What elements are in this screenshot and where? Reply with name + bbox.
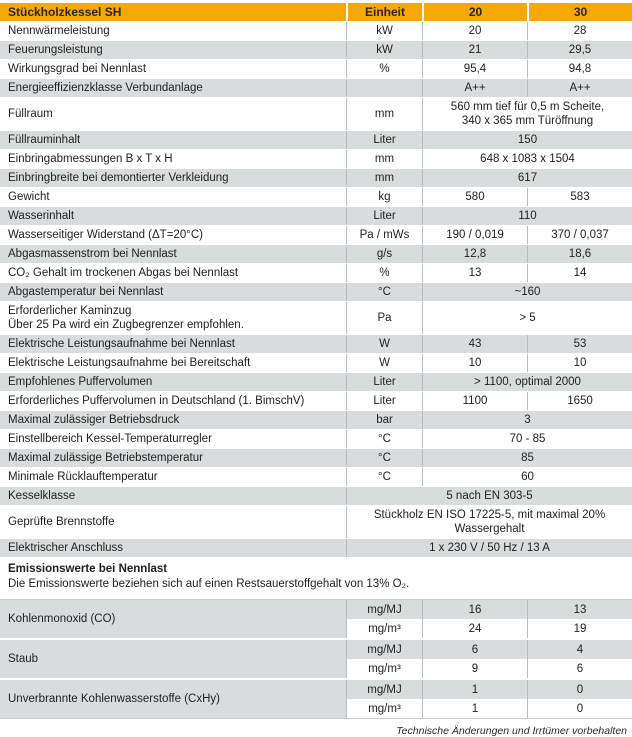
- table-row: [0, 448, 632, 467]
- table-row: [0, 486, 632, 505]
- row-unit: %: [346, 60, 422, 78]
- row-value-span: > 5: [422, 302, 632, 334]
- row-label: Erforderliches Puffervolumen in Deutschland (1. BimschV): [8, 395, 305, 407]
- table-row: [0, 467, 632, 486]
- table-row: [0, 282, 632, 301]
- emission-value-30: 6: [527, 659, 632, 678]
- row-label: Nennwärmeleistung: [8, 25, 110, 37]
- header-unit: Einheit: [346, 3, 422, 21]
- emissions-section-subtitle: Die Emissionswerte beziehen sich auf einen Restsauerstoffgehalt von 13% O₂.: [8, 578, 410, 590]
- row-value-20: 20: [422, 22, 527, 40]
- disclaimer-note: Technische Änderungen und Irrtümer vorbehalten: [396, 725, 627, 737]
- row-value-span: 648 x 1083 x 1504: [422, 150, 632, 168]
- row-label: Gewicht: [8, 191, 50, 203]
- emission-group: [0, 638, 632, 678]
- row-label: Wasserseitiger Widerstand (ΔT=20°C): [8, 229, 203, 241]
- table-row: [0, 505, 632, 538]
- row-label: Geprüfte Brennstoffe: [8, 516, 115, 528]
- row-unit: g/s: [346, 245, 422, 263]
- table-row: [0, 301, 632, 334]
- row-label: Minimale Rücklauftemperatur: [8, 471, 158, 483]
- row-value-20: 95,4: [422, 60, 527, 78]
- row-unit: Liter: [346, 131, 422, 149]
- row-label: Einbringbreite bei demontierter Verkleidung: [8, 172, 229, 184]
- row-value-30: 370 / 0,037: [527, 226, 632, 244]
- row-label: [0, 302, 346, 334]
- emission-value-30: 0: [527, 699, 632, 718]
- emission-group-label: Kohlenmonoxid (CO): [0, 600, 346, 638]
- emission-value-30: 19: [527, 619, 632, 638]
- emission-value-20: 24: [422, 619, 527, 638]
- row-value-30: 18,6: [527, 245, 632, 263]
- row-value-20: 21: [422, 41, 527, 59]
- spec-table: [0, 2, 632, 557]
- row-value-20: 10: [422, 354, 527, 372]
- emission-value-20: 1: [422, 680, 527, 699]
- row-value-30: 14: [527, 264, 632, 282]
- table-row: [0, 244, 632, 263]
- row-unit: %: [346, 264, 422, 282]
- table-row: [0, 168, 632, 187]
- row-value-span: 70 - 85: [422, 430, 632, 448]
- table-row: [0, 130, 632, 149]
- table-row: [0, 429, 632, 448]
- row-value-span: 85: [422, 449, 632, 467]
- table-row: [0, 21, 632, 40]
- emission-unit: mg/MJ: [346, 600, 422, 619]
- row-unit: Liter: [346, 392, 422, 410]
- row-unit: kg: [346, 188, 422, 206]
- emission-unit: mg/m³: [346, 659, 422, 678]
- table-row: [0, 353, 632, 372]
- row-unit: W: [346, 335, 422, 353]
- emission-group: [0, 678, 632, 718]
- header-col-20: 20: [422, 3, 527, 21]
- row-value-span: 617: [422, 169, 632, 187]
- row-unit: kW: [346, 41, 422, 59]
- row-label: Maximal zulässiger Betriebsdruck: [8, 414, 180, 426]
- row-label: Energieeffizienzklasse Verbundanlage: [8, 82, 203, 94]
- row-value-span: 110: [422, 207, 632, 225]
- row-value-30: 53: [527, 335, 632, 353]
- row-value-30: 29,5: [527, 41, 632, 59]
- emission-value-20: 6: [422, 640, 527, 659]
- table-row: [0, 391, 632, 410]
- table-row: [0, 334, 632, 353]
- table-row: [0, 206, 632, 225]
- row-label: Elektrische Leistungsaufnahme bei Nennlast: [8, 338, 235, 350]
- emissions-section-header: [0, 557, 632, 599]
- row-unit: °C: [346, 468, 422, 486]
- row-label: Wasserinhalt: [8, 210, 75, 222]
- row-value-30: 28: [527, 22, 632, 40]
- row-value-20: 580: [422, 188, 527, 206]
- row-value-30: A++: [527, 79, 632, 97]
- row-unit: °C: [346, 430, 422, 448]
- row-value-span: > 1100, optimal 2000: [422, 373, 632, 391]
- emission-value-30: 4: [527, 640, 632, 659]
- row-label: Abgastemperatur bei Nennlast: [8, 286, 164, 298]
- row-label-line1: Erforderlicher Kaminzug: [8, 305, 132, 317]
- row-value-30: 94,8: [527, 60, 632, 78]
- emission-value-20: 9: [422, 659, 527, 678]
- row-label: CO₂ Gehalt im trockenen Abgas bei Nennlast: [8, 267, 239, 279]
- row-unit: mm: [346, 169, 422, 187]
- row-unit: kW: [346, 22, 422, 40]
- row-label: Füllrauminhalt: [8, 134, 81, 146]
- row-value-line2: 340 x 365 mm Türöffnung: [461, 115, 594, 127]
- row-label: Elektrischer Anschluss: [8, 542, 124, 554]
- row-value-span: [422, 98, 632, 130]
- row-value-30: 583: [527, 188, 632, 206]
- row-value-fullspan: 1 x 230 V / 50 Hz / 13 A: [346, 539, 632, 557]
- row-unit: mm: [346, 98, 422, 130]
- row-value-line1: 560 mm tief für 0,5 m Scheite,: [450, 101, 605, 113]
- row-label: Elektrische Leistungsaufnahme bei Bereitschaft: [8, 357, 251, 369]
- row-label: Kesselklasse: [8, 490, 76, 502]
- emission-unit: mg/m³: [346, 619, 422, 638]
- table-row: [0, 263, 632, 282]
- table-header-row: [0, 2, 632, 21]
- row-value-20: 1100: [422, 392, 527, 410]
- emission-unit: mg/MJ: [346, 680, 422, 699]
- row-unit: [346, 79, 422, 97]
- row-value-20: 13: [422, 264, 527, 282]
- emission-value-20: 1: [422, 699, 527, 718]
- table-row: [0, 372, 632, 391]
- row-value-span: ~160: [422, 283, 632, 301]
- row-label: Empfohlenes Puffervolumen: [8, 376, 153, 388]
- row-value-20: A++: [422, 79, 527, 97]
- row-label: Maximal zulässige Betriebstemperatur: [8, 452, 203, 464]
- emission-group: [0, 600, 632, 638]
- emission-value-20: 16: [422, 600, 527, 619]
- table-row: [0, 59, 632, 78]
- table-row: [0, 149, 632, 168]
- row-value-fullspan: [346, 506, 632, 538]
- table-row: [0, 225, 632, 244]
- row-unit: °C: [346, 449, 422, 467]
- row-value-fullspan: 5 nach EN 303-5: [346, 487, 632, 505]
- row-unit: Liter: [346, 373, 422, 391]
- row-label-line2: Über 25 Pa wird ein Zugbegrenzer empfohlen.: [8, 319, 244, 331]
- table-row: [0, 187, 632, 206]
- row-label: Füllraum: [8, 108, 53, 120]
- row-value-span: 60: [422, 468, 632, 486]
- table-row: [0, 538, 632, 557]
- table-row: [0, 410, 632, 429]
- row-label: Einstellbereich Kessel-Temperaturregler: [8, 433, 212, 445]
- row-label: Wirkungsgrad bei Nennlast: [8, 63, 147, 75]
- table-row: [0, 78, 632, 97]
- row-unit: W: [346, 354, 422, 372]
- row-label: Einbringabmessungen B x T x H: [8, 153, 173, 165]
- row-value-30: 10: [527, 354, 632, 372]
- row-value-30: 1650: [527, 392, 632, 410]
- row-unit: mm: [346, 150, 422, 168]
- row-label: Feuerungsleistung: [8, 44, 103, 56]
- emissions-table: [0, 599, 632, 719]
- emission-group-label: Staub: [0, 640, 346, 678]
- emission-group-label: Unverbrannte Kohlenwasserstoffe (CxHy): [0, 680, 346, 718]
- row-value-20: 43: [422, 335, 527, 353]
- row-unit: °C: [346, 283, 422, 301]
- row-value-20: 12,8: [422, 245, 527, 263]
- emissions-section-title: Emissionswerte bei Nennlast: [8, 563, 168, 575]
- table-row: [0, 40, 632, 59]
- row-unit: Pa / mWs: [346, 226, 422, 244]
- row-value-span: 150: [422, 131, 632, 149]
- row-value-span: 3: [422, 411, 632, 429]
- emission-value-30: 13: [527, 600, 632, 619]
- table-title: Stückholzkessel SH: [8, 5, 122, 19]
- emission-value-30: 0: [527, 680, 632, 699]
- row-unit: Pa: [346, 302, 422, 334]
- row-label: Abgasmassenstrom bei Nennlast: [8, 248, 177, 260]
- header-col-30: 30: [527, 3, 632, 21]
- row-unit: Liter: [346, 207, 422, 225]
- row-unit: bar: [346, 411, 422, 429]
- row-value-text: Stückholz EN ISO 17225-5, mit maximal 20% Wassergehalt: [373, 509, 606, 535]
- row-value-20: 190 / 0,019: [422, 226, 527, 244]
- emission-unit: mg/m³: [346, 699, 422, 718]
- table-row: [0, 97, 632, 130]
- emission-unit: mg/MJ: [346, 640, 422, 659]
